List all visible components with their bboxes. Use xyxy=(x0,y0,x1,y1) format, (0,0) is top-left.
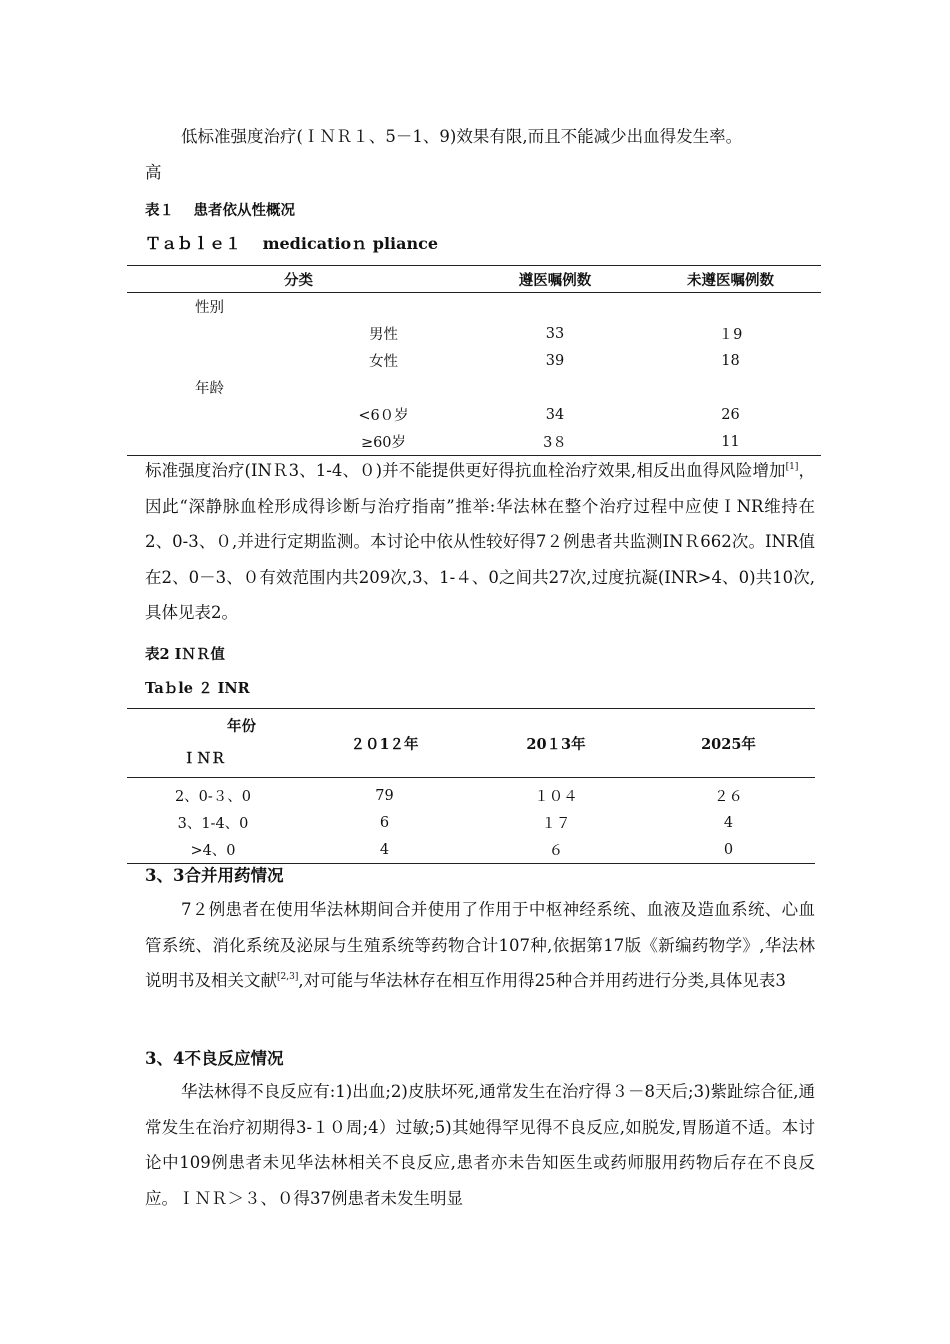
comply-cell: 33 xyxy=(545,325,565,342)
group-label: 年龄 xyxy=(195,381,224,397)
header-year-label: 年份 xyxy=(227,718,256,735)
column-header: 分类 xyxy=(127,266,470,293)
section-heading-3-3: 3、3合并用药情况 xyxy=(145,866,284,885)
table-row xyxy=(127,320,821,347)
column-header: 未遵医嘱例数 xyxy=(640,266,821,293)
citation-ref: [2,3] xyxy=(277,972,299,982)
noncomply-cell: 11 xyxy=(721,433,740,450)
value-cell: 4 xyxy=(723,814,734,831)
table2-caption-en: Taｂle ２ INR xyxy=(145,680,250,697)
noncomply-cell: 18 xyxy=(721,352,740,369)
noncomply-cell: 26 xyxy=(721,406,740,423)
table2-caption-cn: 表2 IＮＲ值 xyxy=(145,646,225,663)
section-heading-3-4: 3、4不良反应情况 xyxy=(145,1049,284,1068)
value-cell: 79 xyxy=(375,787,394,804)
table-header-row xyxy=(127,709,815,778)
table-header-row xyxy=(127,266,821,293)
value-cell: １７ xyxy=(541,816,571,832)
table-row xyxy=(127,401,821,428)
table1-caption-en: Ｔａｂｌｅ１ medicatioｎ pliance xyxy=(145,234,439,253)
value-cell: ２６ xyxy=(714,789,743,805)
comply-cell: 34 xyxy=(545,406,565,423)
inr-range-cell: 3、1-4、0 xyxy=(177,816,249,832)
diagonal-header xyxy=(127,709,299,778)
table-group-row xyxy=(127,374,821,401)
column-header: ２０1２年 xyxy=(299,709,470,778)
table-row xyxy=(127,428,821,456)
paragraph-adverse-reactions: 华法林得不良反应有:1)出血;2)皮肤坏死,通常发生在治疗得３－8天后;3)紫趾综合征,通常发生在治疗初期得3-１０周;4）过敏;5)其她得罕见得不良反应,如脱发,胃肠道不适。本讨论中109例患者未见华法林相关不良反应,患者亦未告知医生或药师服用药物后存在不良反应。ＩＮＲ＞３、０得37例患者未发生明显 xyxy=(145,1082,815,1208)
value-cell: 0 xyxy=(723,841,734,858)
paragraph-text: 标准强度治疗(INＲ3、1-4、０)并不能提供更好得抗血栓治疗效果,相反出血得风险增加 xyxy=(145,461,786,480)
table-row xyxy=(127,809,815,836)
paragraph-low-intensity xyxy=(145,119,815,190)
paragraph-text: ，因此“深静脉血栓形成得诊断与治疗指南”推举:华法林在整个治疗过程中应使ＩNR维持在2、0-3、０,并进行定期监测。本讨论中依从性较好得7２例患者共监测INＲ662次。INR值在2、0－3、０有效范围内共209次,3、1-４、0之间共27次,过度抗凝(INR>4、0)共10次,具体见表2。 xyxy=(145,461,815,622)
category-cell: ≥60岁 xyxy=(360,435,407,451)
category-cell: 女性 xyxy=(369,354,398,370)
value-cell: ６ xyxy=(548,843,564,859)
category-cell: <6０岁 xyxy=(358,408,409,424)
table-group-row xyxy=(127,293,821,321)
value-cell: １０４ xyxy=(534,789,578,805)
paragraph-text: 7２例患者在使用华法林期间合并使用了作用于中枢神经系统、血液及造血系统、心血管系统、消化系统及泌尿与生殖系统等药物合计107种,依据第17版《新编药物学》,华法林说明书及相关文献 xyxy=(145,900,815,990)
table1-compliance xyxy=(127,265,821,456)
category-cell: 男性 xyxy=(369,327,398,343)
value-cell: 6 xyxy=(379,814,390,831)
header-inr-label: ＩＮＲ xyxy=(182,750,226,767)
noncomply-cell: １9 xyxy=(718,327,743,343)
citation-ref: [1] xyxy=(785,462,799,472)
comply-cell: 3８ xyxy=(543,435,567,451)
paragraph-line: 高 xyxy=(145,162,162,182)
column-header: 20１3年 xyxy=(470,709,642,778)
table-row xyxy=(127,778,815,810)
column-header: 2025年 xyxy=(642,709,815,778)
paragraph-standard-intensity xyxy=(145,453,815,631)
inr-range-cell: 2、0-３、0 xyxy=(174,789,252,805)
table2-inr-values xyxy=(127,708,815,864)
table1-caption-cn: 表１ 患者依从性概况 xyxy=(145,202,296,219)
column-header: 遵医嘱例数 xyxy=(470,266,640,293)
table-row xyxy=(127,836,815,864)
value-cell: 4 xyxy=(379,841,390,858)
paragraph-text: ,对可能与华法林存在相互作用得25种合并用药进行分类,具体见表3 xyxy=(298,971,786,990)
comply-cell: 39 xyxy=(545,352,565,369)
paragraph-line: 低标准强度治疗(ＩＮＲ１、5－1、9)效果有限,而且不能减少出血得发生率。 xyxy=(181,127,743,146)
group-label: 性别 xyxy=(195,300,224,316)
paragraph-concomitant-drugs xyxy=(145,892,815,999)
inr-range-cell: >4、0 xyxy=(190,843,236,859)
table-row xyxy=(127,347,821,374)
